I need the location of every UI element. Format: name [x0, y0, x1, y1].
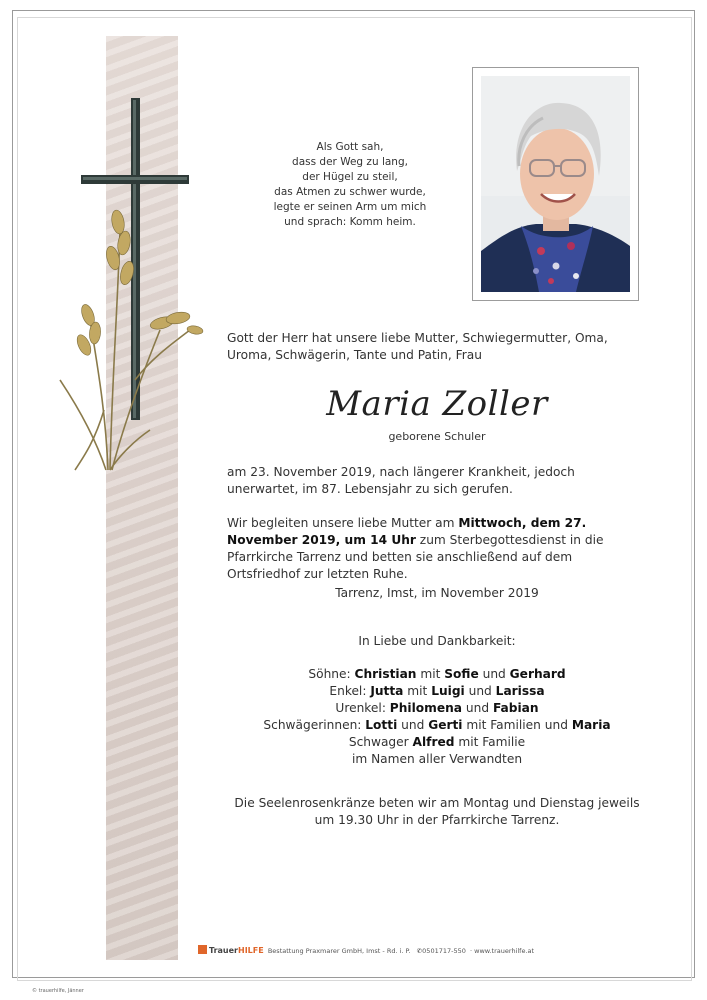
funeral-date: Mittwoch, dem 27. November 2019, um 14 Uhr [227, 516, 587, 547]
rosary-notice [227, 795, 647, 829]
poem-line: das Atmen zu schwer wurde, [274, 186, 426, 198]
deceased-name: Maria Zoller [326, 384, 548, 424]
phone-icon: ✆ [416, 947, 423, 955]
family-sons: Söhne: Christian mit Sofie und Gerhard [308, 667, 566, 681]
logo-text-accent: HILFE [238, 946, 264, 955]
funeral-notice [227, 515, 647, 583]
closing-phrase: In Liebe und Dankbarkeit: [358, 634, 516, 648]
family-brother-in-law: Schwager Alfred mit Familie [348, 735, 526, 749]
death-notice: am 23. November 2019, nach längerer Krankheit, jedoch unerwartet, im 87. Lebensjahr zu sich gerufen. [227, 465, 575, 496]
logo-text: Trauer [209, 946, 238, 955]
funeral-text: zum Sterbegottesdienst in die Pfarrkirche Tarrenz und betten sie anschließend auf dem Ortsfriedhof zur letzten Ruhe. [227, 533, 604, 581]
cross-wheat-illustration [0, 0, 230, 520]
poem-line: und sprach: Komm heim. [284, 216, 416, 228]
family-relatives: im Namen aller Verwandten [351, 752, 523, 766]
family-list [227, 666, 647, 768]
family-great-grandchildren: Urenkel: Philomena und Fabian [335, 701, 539, 715]
website: www.trauerhilfe.at [474, 947, 535, 955]
poem-line: dass der Weg zu lang, [292, 156, 408, 168]
rosary-line: Die Seelenrosenkränze beten wir am Montag und Dienstag jeweils [234, 796, 640, 810]
place-date: Tarrenz, Imst, im November 2019 [335, 586, 539, 600]
rosary-line: um 19.30 Uhr in der Pfarrkirche Tarrenz. [314, 813, 560, 827]
family-sisters-in-law: Schwägerinnen: Lotti und Gerti mit Familien und Maria [263, 718, 611, 732]
poem-line: Als Gott sah, [316, 141, 384, 153]
copyright: © trauerhilfe, Jänner [32, 988, 84, 994]
cross-icon [81, 98, 189, 420]
poem-line: der Hügel zu steil, [302, 171, 398, 183]
company-name: Bestattung Praxmarer GmbH, Imst - Rd. i. P. [267, 947, 411, 955]
funeral-text: Wir begleiten unsere liebe Mutter am [227, 516, 459, 530]
footer: TrauerHILFE Bestattung Praxmarer GmbH, Imst - Rd. i. P. ✆0501717-550 · www.trauerhilfe.at [198, 945, 558, 955]
poem [240, 140, 460, 230]
trauerhilfe-logo-icon [198, 945, 207, 954]
maiden-name: geborene Schuler [388, 430, 486, 443]
intro-text: Gott der Herr hat unsere liebe Mutter, Schwiegermutter, Oma, Uroma, Schwägerin, Tante und Patin, Frau [227, 331, 608, 362]
poem-line: legte er seinen Arm um mich [273, 201, 427, 213]
portrait-frame [472, 67, 639, 301]
phone-number: 0501717-550 [422, 947, 466, 955]
portrait-photo [481, 76, 630, 292]
family-grandchildren: Enkel: Jutta mit Luigi und Larissa [329, 684, 545, 698]
